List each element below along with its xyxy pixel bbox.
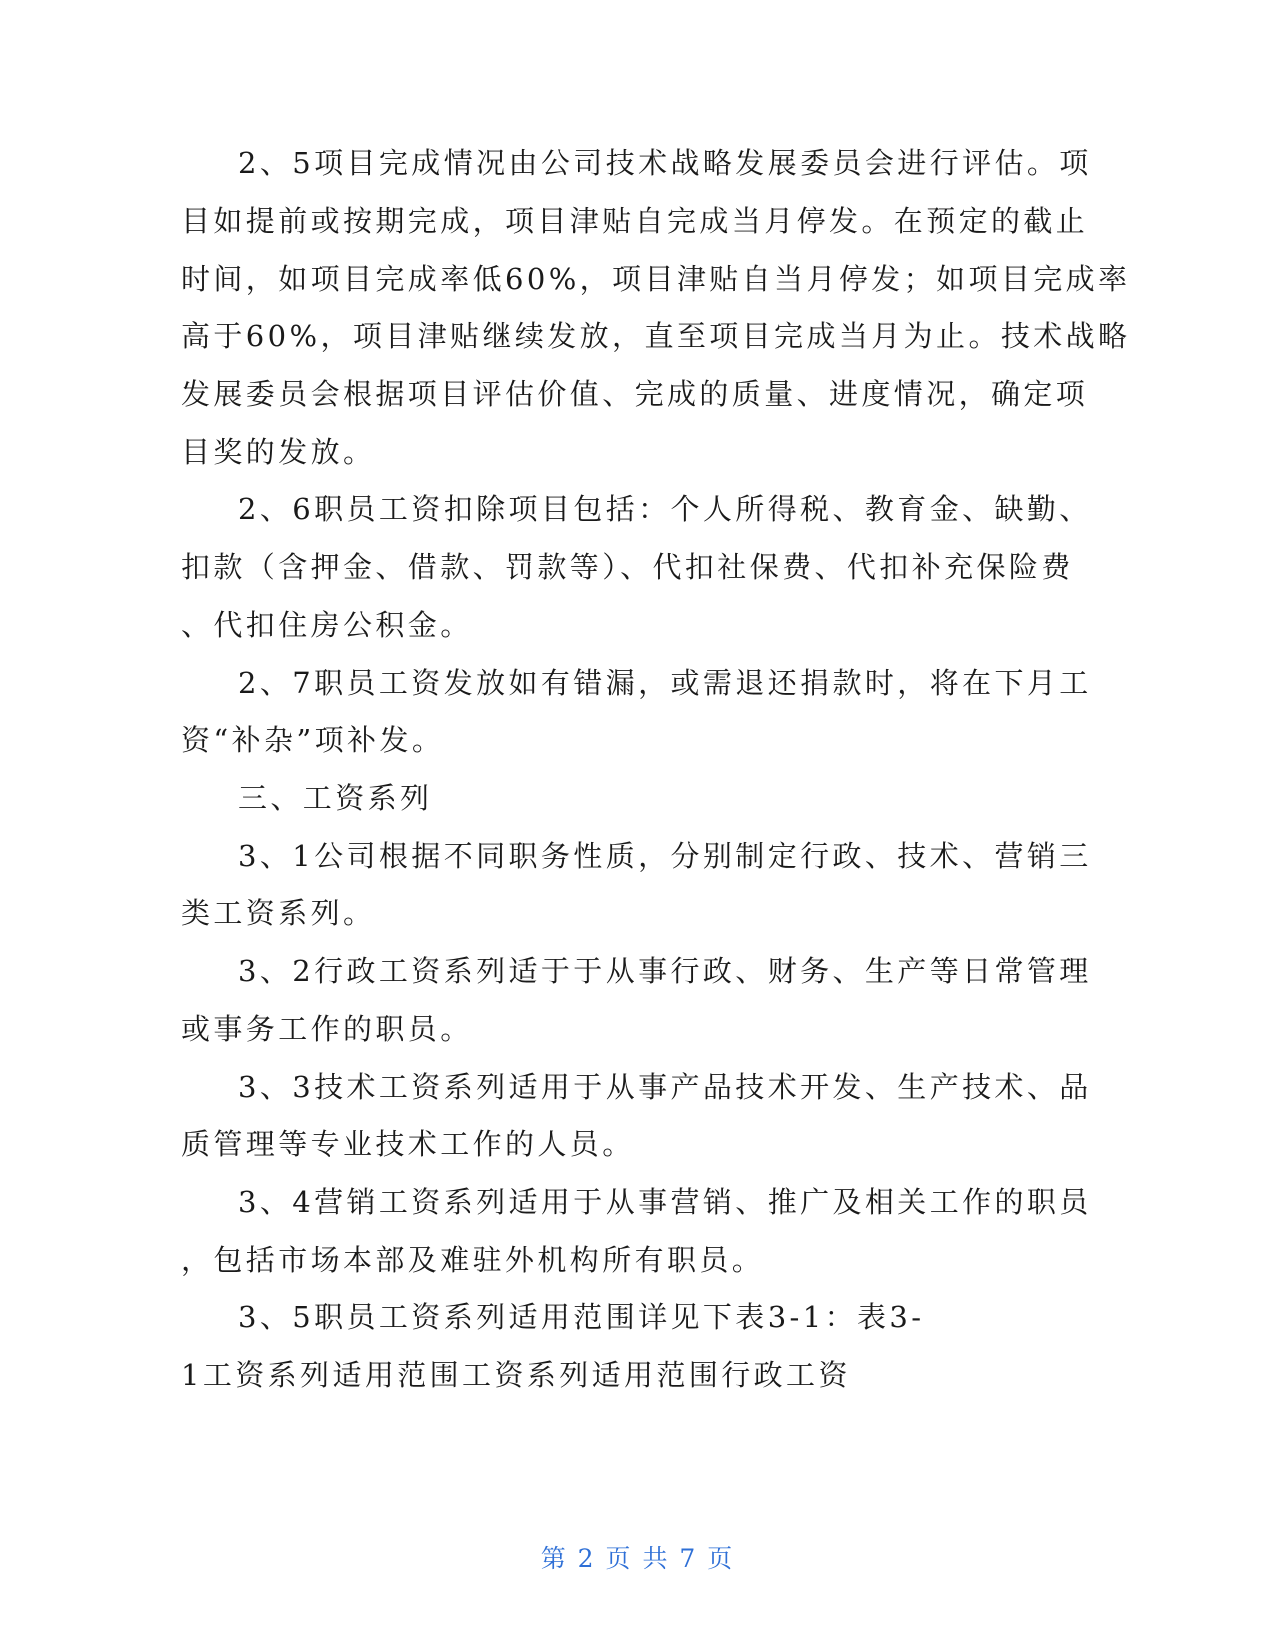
text-line: 2、7职员工资发放如有错漏，或需退还捐款时，将在下月工 bbox=[238, 666, 1092, 700]
text-line: 3、3技术工资系列适用于从事产品技术开发、生产技术、品 bbox=[238, 1070, 1092, 1104]
text-line: 3、2行政工资系列适于于从事行政、财务、生产等日常管理 bbox=[238, 954, 1092, 988]
text-line: 目奖的发放。 bbox=[181, 435, 376, 469]
text-line: 高于60%，项目津贴继续发放，直至项目完成当月为止。技术战略 bbox=[181, 319, 1131, 353]
text-line: 时间，如项目完成率低60%，项目津贴自当月停发；如项目完成率 bbox=[181, 262, 1131, 296]
text-line: ，包括市场本部及难驻外机构所有职员。 bbox=[181, 1243, 765, 1277]
text-line: 3、5职员工资系列适用范围详见下表3-1：表3- bbox=[238, 1300, 925, 1334]
text-line: 2、6职员工资扣除项目包括：个人所得税、教育金、缺勤、 bbox=[238, 492, 1092, 526]
text-line: 资“补杂”项补发。 bbox=[181, 723, 445, 757]
text-line: 或事务工作的职员。 bbox=[181, 1012, 473, 1046]
text-line: 类工资系列。 bbox=[181, 896, 376, 930]
text-line: 扣款（含押金、借款、罚款等）、代扣社保费、代扣补充保险费 bbox=[181, 550, 1074, 584]
text-line: 2、5项目完成情况由公司技术战略发展委员会进行评估。项 bbox=[238, 146, 1092, 180]
text-line: 目如提前或按期完成，项目津贴自完成当月停发。在预定的截止 bbox=[181, 204, 1089, 238]
section-heading: 三、工资系列 bbox=[238, 781, 433, 815]
page-number-footer: 第 2 页 共 7 页 bbox=[540, 1544, 735, 1573]
text-line: 1工资系列适用范围工资系列适用范围行政工资 bbox=[181, 1358, 851, 1392]
text-line: 发展委员会根据项目评估价值、完成的质量、进度情况，确定项 bbox=[181, 377, 1089, 411]
text-line: 质管理等专业技术工作的人员。 bbox=[181, 1127, 635, 1161]
text-line: 3、1公司根据不同职务性质，分别制定行政、技术、营销三 bbox=[238, 839, 1092, 873]
text-line: 3、4营销工资系列适用于从事营销、推广及相关工作的职员 bbox=[238, 1185, 1092, 1219]
text-line: 、代扣住房公积金。 bbox=[181, 608, 473, 642]
